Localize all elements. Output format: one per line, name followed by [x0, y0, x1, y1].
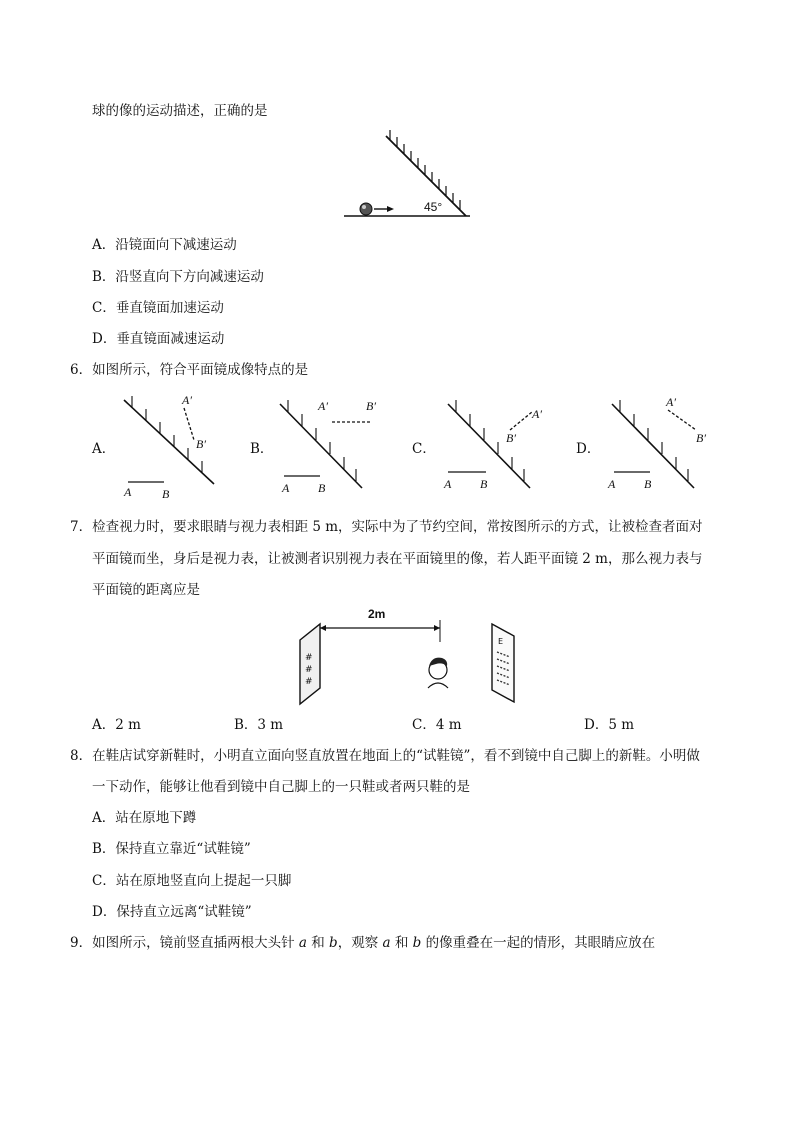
- mirror-panel: [300, 624, 320, 704]
- q5-angle-label: 45°: [424, 200, 443, 214]
- q6d-label-b: B: [644, 477, 652, 491]
- q6-option-a-letter: A．: [92, 441, 116, 457]
- q6-figure-a: [116, 392, 226, 502]
- eye-chart: [492, 624, 514, 702]
- svg-text:#: #: [305, 677, 313, 687]
- q8-stem-line-2: 一下动作，能够让他看到镜中自己脚上的一只鞋或者两只鞋的是: [92, 779, 470, 795]
- q9-stem-prefix: 9．如图所示，镜前竖直插两根大头针: [70, 935, 299, 951]
- q7-option-a: A．2 m: [92, 717, 141, 733]
- q6d-label-b-img: B′: [696, 431, 706, 445]
- q6-figure-d: [604, 392, 724, 502]
- q9-stem-mid-2: ，观察: [337, 935, 383, 951]
- q7-distance-label: 2m: [368, 607, 386, 621]
- q8-option-d: D．保持直立远离“试鞋镜”: [92, 904, 252, 920]
- q6c-label-b-img: B′: [506, 431, 516, 445]
- q6-figure-b: [276, 392, 396, 502]
- q6b-label-b: B: [318, 481, 326, 495]
- q6-figure-c: [440, 392, 560, 502]
- q8-option-a: A．站在原地下蹲: [92, 810, 197, 826]
- q6d-label-a: A: [608, 477, 616, 491]
- q7-option-c: C．4 m: [412, 717, 462, 733]
- q5-option-c: C．垂直镜面加速运动: [92, 300, 224, 316]
- q5-option-a: A．沿镜面向下减速运动: [92, 237, 237, 253]
- q9-stem: [70, 934, 655, 952]
- q6c-label-a: A: [444, 477, 452, 491]
- q6a-label-b: B: [162, 487, 170, 501]
- q6b-label-a: A: [282, 481, 290, 495]
- ball: [360, 203, 372, 215]
- q7-figure: [292, 602, 532, 702]
- svg-text:#: #: [305, 653, 313, 663]
- q6a-label-b-img: B′: [196, 437, 206, 451]
- q7-stem-line-1: 7．检查视力时，要求眼睛与视力表相距 5 m，实际中为了节约空间，常按图所示的方式，让被检查者面对: [70, 519, 703, 535]
- q5-option-d: D．垂直镜面减速运动: [92, 331, 225, 347]
- q7-stem-line-3: 平面镜的距离应是: [92, 582, 200, 598]
- q9-var-a: a: [298, 935, 307, 951]
- q9-var-b-2: b: [412, 935, 422, 951]
- q5-option-b: B．沿竖直向下方向减速运动: [92, 269, 264, 285]
- q6c-label-b: B: [480, 477, 488, 491]
- q7-option-b: B．3 m: [234, 717, 284, 733]
- q9-var-b: b: [329, 935, 338, 951]
- q7-option-d: D．5 m: [584, 717, 635, 733]
- q6b-label-b-img: B′: [366, 399, 376, 413]
- q7-stem-line-2: 平面镜而坐，身后是视力表，让被测者识别视力表在平面镜里的像，若人距平面镜 2 m，那么视力表与: [92, 551, 703, 567]
- q6-option-c-letter: C．: [412, 441, 436, 457]
- person-icon: [428, 658, 448, 688]
- svg-text:#: #: [305, 665, 313, 675]
- q6c-label-a-img: A′: [532, 407, 542, 421]
- q8-option-b: B．保持直立靠近“试鞋镜”: [92, 841, 251, 857]
- q6-stem: 6．如图所示，符合平面镜成像特点的是: [70, 362, 309, 378]
- q9-stem-suffix: 的像重叠在一起的情形，其眼睛应放在: [421, 935, 656, 951]
- q5-figure: [342, 128, 472, 218]
- q6a-label-a-img: A′: [182, 393, 192, 407]
- q9-stem-mid-1: 和: [306, 935, 330, 951]
- q6-option-b-letter: B．: [250, 441, 274, 457]
- q6-option-d-letter: D．: [576, 441, 601, 457]
- q9-stem-mid-3: 和: [390, 935, 413, 951]
- q6d-label-a-img: A′: [666, 395, 676, 409]
- q6a-label-a: A: [124, 485, 132, 499]
- q8-option-c: C．站在原地竖直向上提起一只脚: [92, 873, 292, 889]
- q6b-label-a-img: A′: [318, 399, 328, 413]
- q9-var-a-2: a: [382, 935, 391, 951]
- q8-stem-line-1: 8．在鞋店试穿新鞋时，小明直立面向竖直放置在地面上的“试鞋镜”，看不到镜中自己脚上的新鞋。小明做: [70, 748, 700, 764]
- q5-stem-tail: 球的像的运动描述，正确的是: [92, 103, 268, 119]
- svg-text:E: E: [498, 637, 504, 646]
